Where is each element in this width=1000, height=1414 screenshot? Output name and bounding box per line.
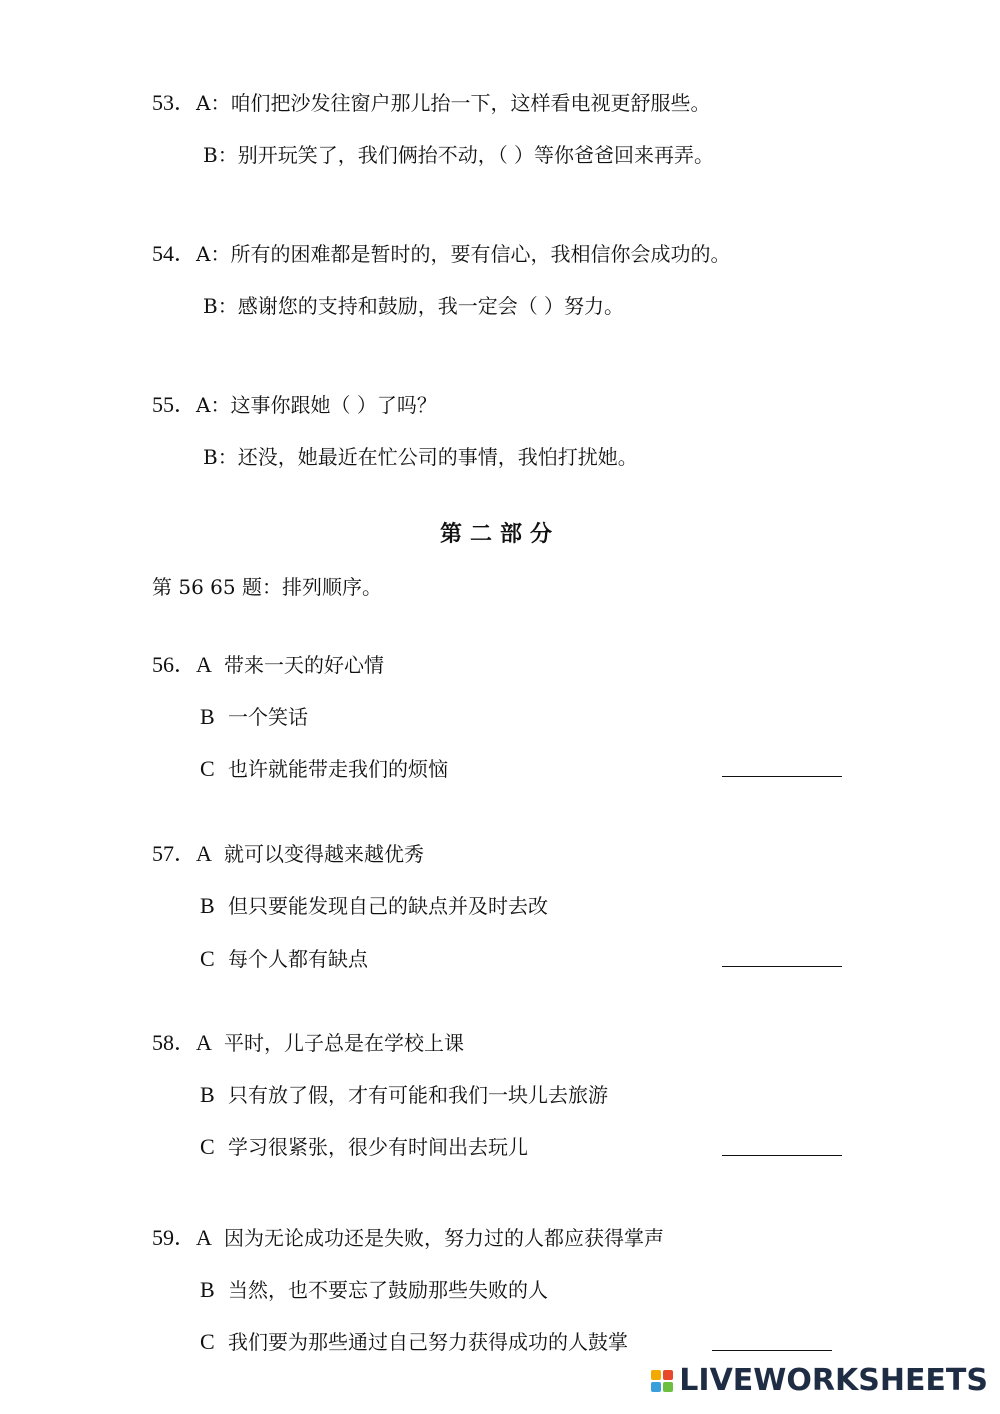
option-text: 只有放了假，才有可能和我们一块儿去旅游 <box>228 1083 608 1107</box>
option-text: 就可以变得越来越优秀 <box>224 842 425 866</box>
question-58-option-a <box>152 1032 464 1054</box>
logo-square <box>651 1382 661 1392</box>
dialogue-text-with-blank[interactable]: 别开玩笑了，我们俩抬不动，（ ）等你爸爸回来再弄。 <box>237 143 715 167</box>
question-53-b <box>203 145 714 165</box>
option-letter: C <box>200 1329 215 1354</box>
option-letter: C <box>200 1134 215 1159</box>
option-text: 因为无论成功还是失败，努力过的人都应获得掌声 <box>224 1226 665 1250</box>
question-53-a <box>152 92 710 114</box>
option-text: 每个人都有缺点 <box>228 947 368 971</box>
option-text: 我们要为那些通过自己努力获得成功的人鼓掌 <box>228 1330 628 1354</box>
question-number: 59． <box>152 1225 197 1250</box>
option-text: 学习很紧张，很少有时间出去玩儿 <box>228 1135 528 1159</box>
question-57-option-b <box>200 895 548 917</box>
question-58-option-b <box>200 1084 608 1106</box>
instruction: 第 56 65 题：排列顺序。 <box>152 575 382 599</box>
logo-square <box>663 1382 673 1392</box>
dialogue-text-with-blank[interactable]: 感谢您的支持和鼓励，我一定会（ ）努力。 <box>237 294 625 318</box>
question-56-option-c <box>200 758 448 780</box>
question-number: 54． <box>152 241 197 266</box>
dialogue-text: 咱们把沙发往窗户那儿抬一下，这样看电视更舒服些。 <box>230 91 711 115</box>
question-59-option-c <box>200 1331 628 1353</box>
question-59-option-b <box>200 1279 548 1301</box>
question-number: 57． <box>152 841 197 866</box>
logo-square <box>651 1370 661 1380</box>
option-text: 但只要能发现自己的缺点并及时去改 <box>228 894 548 918</box>
answer-blank-56[interactable] <box>722 776 842 777</box>
option-letter: A <box>196 1030 212 1055</box>
option-letter: C <box>200 756 215 781</box>
option-text: 一个笑话 <box>228 705 308 729</box>
question-54-b <box>203 296 624 316</box>
question-57-option-a <box>152 843 424 865</box>
option-text: 也许就能带走我们的烦恼 <box>228 757 448 781</box>
option-letter: A <box>196 652 212 677</box>
question-56-option-b <box>200 706 308 728</box>
speaker-label: B： <box>203 294 238 318</box>
dialogue-text: 还没，她最近在忙公司的事情，我怕打扰她。 <box>237 445 638 469</box>
section-heading: 第二部分 <box>439 521 560 547</box>
liveworksheets-logo-icon <box>651 1370 673 1392</box>
option-letter: B <box>200 704 215 729</box>
question-56-option-a <box>152 654 384 676</box>
question-58-option-c <box>200 1136 528 1158</box>
option-letter: C <box>200 946 215 971</box>
speaker-label: B： <box>203 143 238 167</box>
dialogue-text-with-blank[interactable]: 这事你跟她（ ）了吗？ <box>230 393 437 417</box>
question-57-option-c <box>200 948 368 970</box>
answer-blank-58[interactable] <box>722 1155 842 1156</box>
watermark-text: LIVEWORKSHEETS <box>679 1363 988 1398</box>
option-letter: A <box>196 1225 212 1250</box>
question-number: 58． <box>152 1030 197 1055</box>
question-59-option-a <box>152 1227 664 1249</box>
question-number: 56． <box>152 652 197 677</box>
answer-blank-59[interactable] <box>712 1350 832 1351</box>
speaker-label: B： <box>203 445 238 469</box>
option-letter: B <box>200 1277 215 1302</box>
question-number: 55． <box>152 392 197 417</box>
speaker-label: A： <box>196 393 231 417</box>
question-55-a <box>152 394 437 416</box>
option-letter: A <box>196 841 212 866</box>
option-text: 当然，也不要忘了鼓励那些失败的人 <box>228 1278 548 1302</box>
option-letter: B <box>200 1082 215 1107</box>
question-54-a <box>152 243 730 265</box>
option-letter: B <box>200 893 215 918</box>
option-text: 带来一天的好心情 <box>224 653 385 677</box>
option-text: 平时，儿子总是在学校上课 <box>224 1031 465 1055</box>
dialogue-text: 所有的困难都是暂时的，要有信心，我相信你会成功的。 <box>230 242 731 266</box>
logo-square <box>663 1370 673 1380</box>
question-55-b <box>203 447 638 467</box>
speaker-label: A： <box>196 91 231 115</box>
liveworksheets-watermark[interactable] <box>651 1363 988 1398</box>
question-number: 53． <box>152 90 197 115</box>
speaker-label: A： <box>196 242 231 266</box>
answer-blank-57[interactable] <box>722 966 842 967</box>
